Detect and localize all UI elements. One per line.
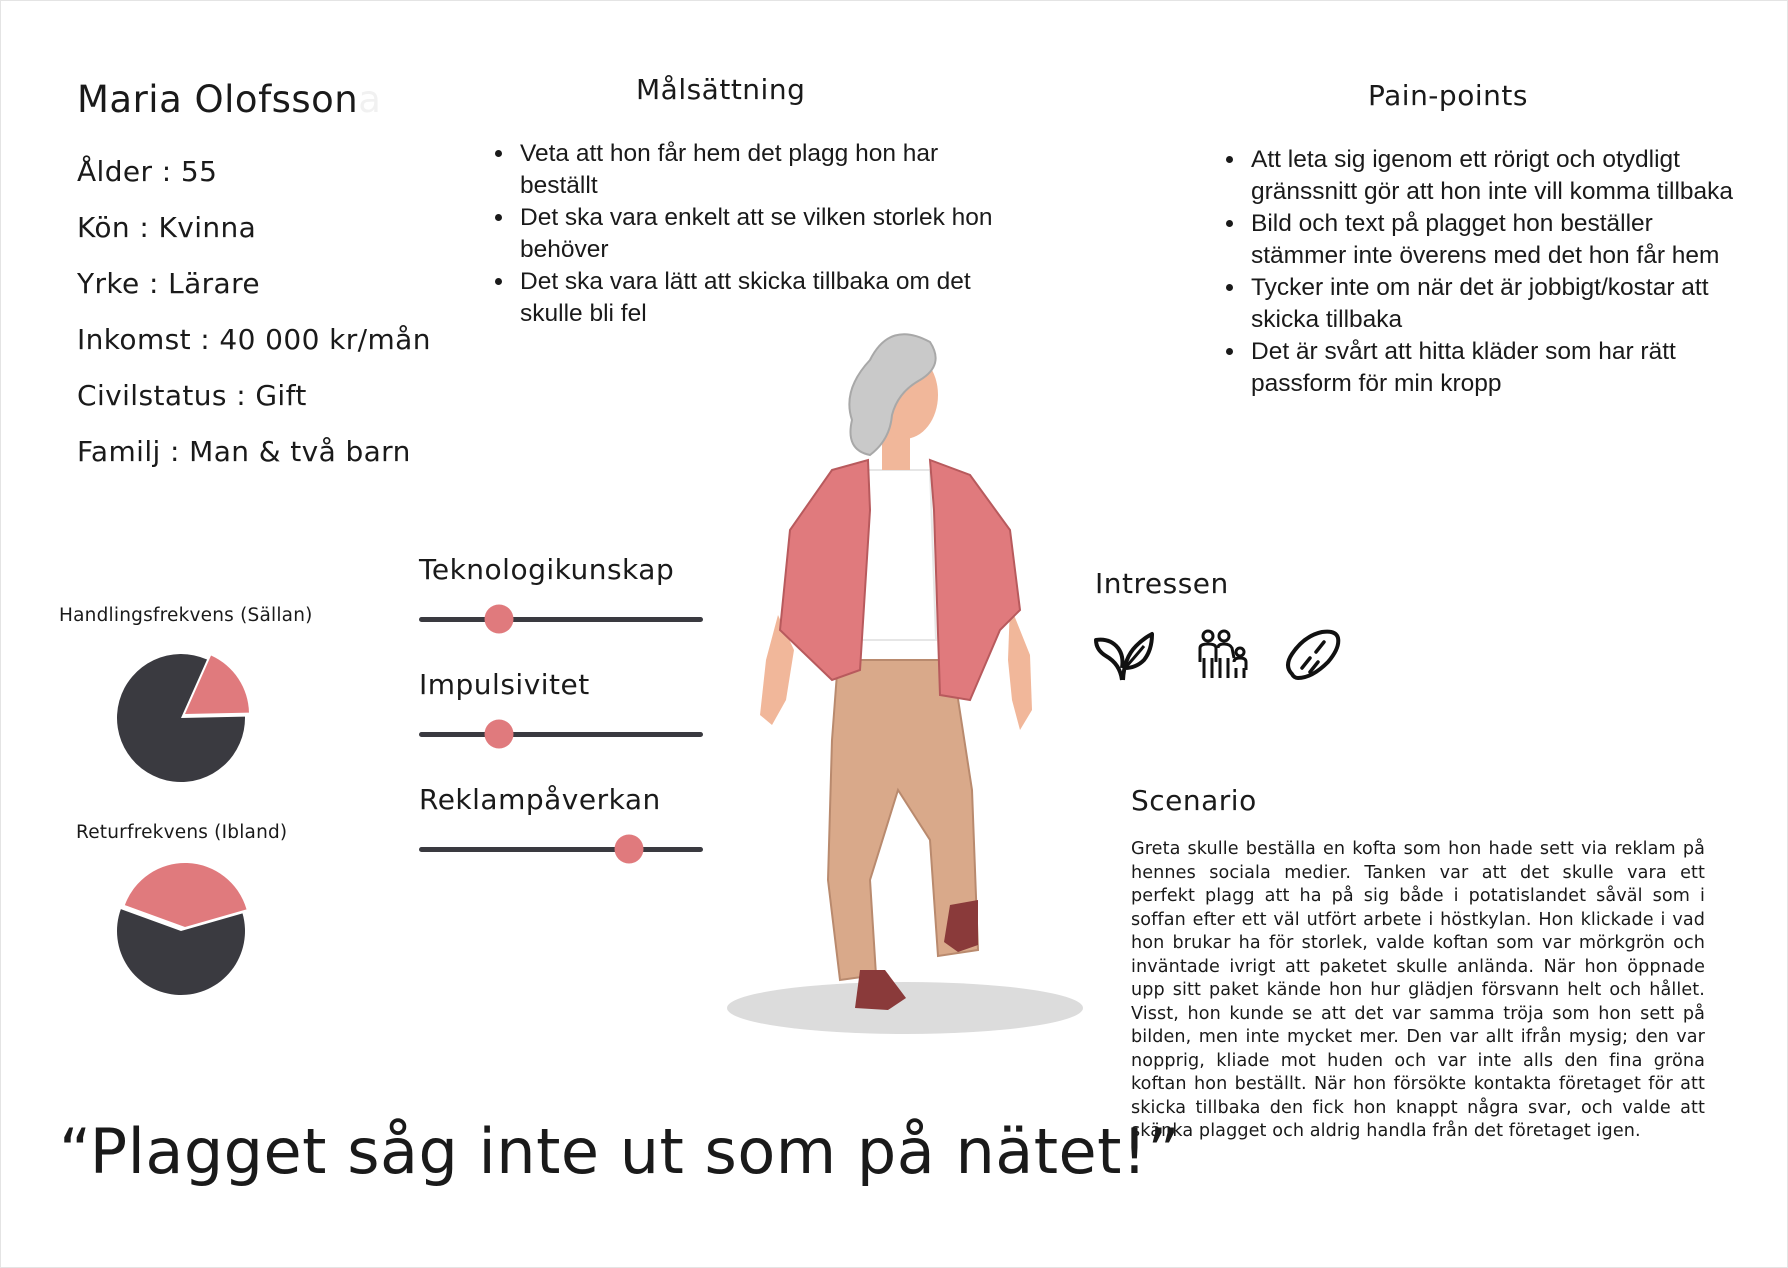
detail-age: Ålder : 55 <box>77 155 218 188</box>
goals-title: Målsättning <box>636 73 806 106</box>
bread-icon <box>1282 628 1346 684</box>
shopping-frequency-label: Handlingsfrekvens (Sällan) <box>59 605 313 626</box>
scenario-title: Scenario <box>1131 784 1257 817</box>
detail-income: Inkomst : 40 000 kr/mån <box>77 323 431 356</box>
tech-knowledge-slider[interactable] <box>419 617 703 622</box>
scenario-text: Greta skulle beställa en kofta som hon hade sett via reklam på hennes sociala medier. Tanken var att det skulle vara ett perfekt plagg att ha på sig både i potatislandet såväl som i soffan efter ett väl utfört arbete i höstkylan. Hon klickade i vad hon brukar ha för storlek, valde koftan som var mörkgrön och inväntade ivrigt att paketet skulle anlända. När hon öppnade upp sitt paket kände hon hur glädjen försvann helt och hållet. Visst, hon kunde se att det var samma tröja som hon sett på bilden, men inte mycket mer. Den var allt ifrån mysig; den var nopprig, kliade mot huden och var inte alls den fina gröna koftan hon beställt. När hon försökte kontakta företaget för att skicka tillbaka den fick hon knappt några svar, och valde att skänka plagget och aldrig handla från det företaget igen. <box>1131 839 1705 1141</box>
plant-icon <box>1092 628 1156 684</box>
goals-list <box>490 138 1001 330</box>
persona-name <box>77 78 381 121</box>
pain-points-title: Pain-points <box>1368 79 1528 112</box>
tech-knowledge-label: Teknologikunskap <box>419 553 675 586</box>
interests-title: Intressen <box>1095 567 1229 600</box>
tech-knowledge-slider-knob[interactable] <box>484 605 513 634</box>
pain-point-item: • Det är svårt att hitta kläder som har rätt passform för min kropp <box>1247 336 1737 400</box>
ad-influence-slider[interactable] <box>419 847 703 852</box>
cardigan-right <box>930 460 1020 700</box>
pain-points-list <box>1221 144 1737 400</box>
arm-right <box>1008 605 1032 730</box>
impulsivity-slider-knob[interactable] <box>484 720 513 749</box>
shadow <box>727 982 1083 1034</box>
return-frequency-label: Returfrekvens (Ibland) <box>76 822 288 843</box>
pain-point-item: • Tycker inte om när det är jobbigt/kostar att skicka tillbaka <box>1247 272 1737 336</box>
ad-influence-slider-knob[interactable] <box>615 835 644 864</box>
return-frequency-pie <box>106 856 256 1006</box>
goal-item: • Det ska vara lätt att skicka tillbaka om det skulle bli fel <box>516 266 1001 330</box>
shopping-frequency-pie <box>106 643 256 793</box>
pain-point-item: • Bild och text på plagget hon beställer stämmer inte överens med det hon får hem <box>1247 208 1737 272</box>
impulsivity-slider[interactable] <box>419 732 703 737</box>
ad-influence-label: Reklampåverkan <box>419 783 661 816</box>
detail-gender: Kön : Kvinna <box>77 211 257 244</box>
persona-name-ghost: a <box>358 78 382 121</box>
detail-marital-status: Civilstatus : Gift <box>77 379 307 412</box>
persona-illustration <box>720 320 1090 1040</box>
detail-family: Familj : Man & två barn <box>77 435 411 468</box>
goal-item: • Det ska vara enkelt att se vilken storlek hon behöver <box>516 202 1001 266</box>
persona-quote: “Plagget såg inte ut som på nätet!” <box>59 1115 1180 1188</box>
goal-item: • Veta att hon får hem det plagg hon har beställt <box>516 138 1001 202</box>
persona-name-text: Maria Olofsson <box>77 78 359 121</box>
detail-occupation: Yrke : Lärare <box>77 267 261 300</box>
impulsivity-label: Impulsivitet <box>419 668 590 701</box>
shirt <box>860 470 936 640</box>
pain-point-item: • Att leta sig igenom ett rörigt och otydligt gränssnitt gör att hon inte vill komma tillbaka <box>1247 144 1737 208</box>
people-icon <box>1190 628 1254 684</box>
persona-details <box>77 152 431 488</box>
cardigan-left <box>780 460 870 680</box>
